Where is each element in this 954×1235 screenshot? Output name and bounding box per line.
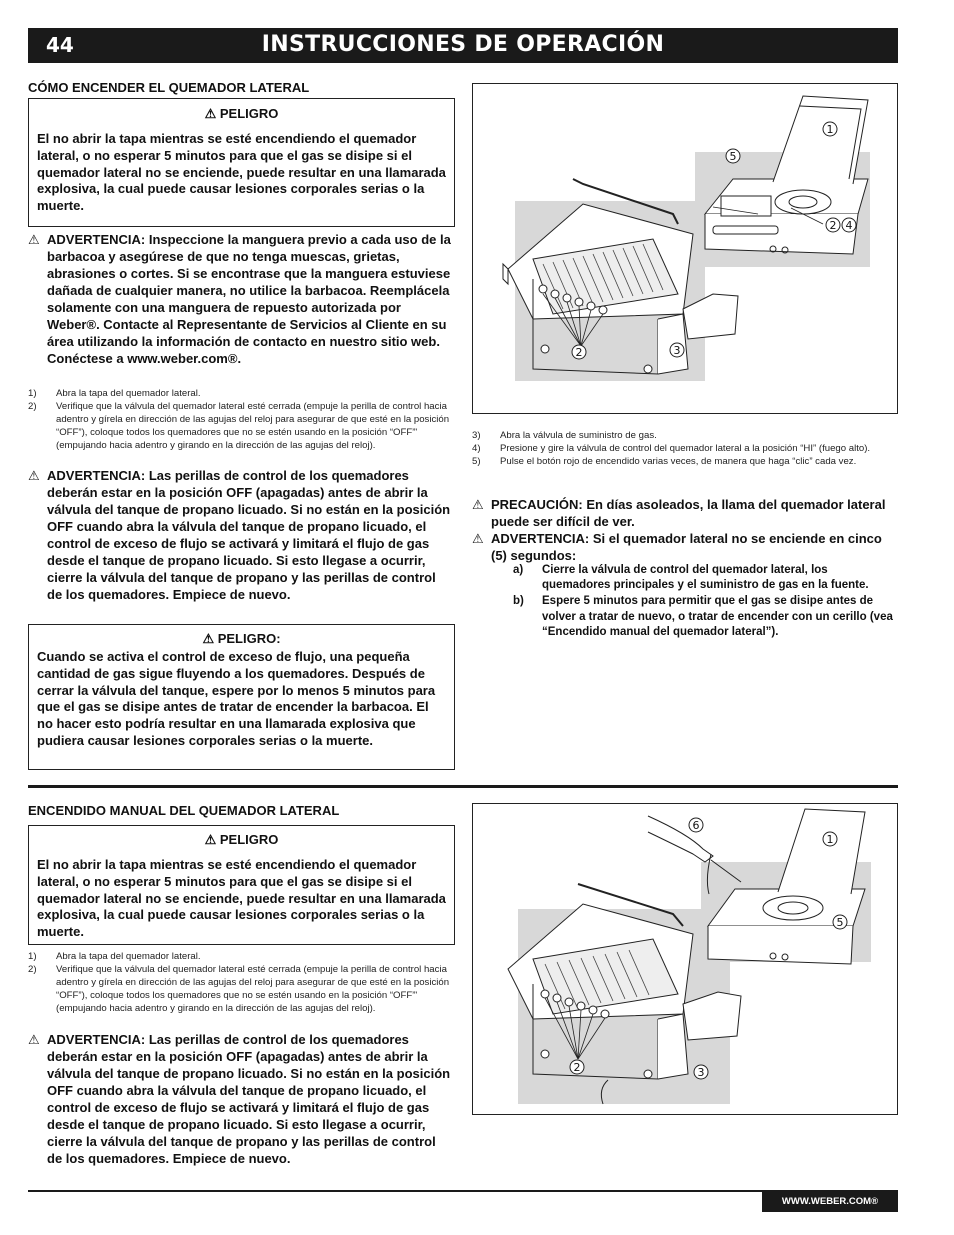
callout-2: 2 — [829, 219, 837, 232]
page-number: 44 — [46, 33, 74, 57]
warning-icon: ⚠ — [472, 531, 484, 546]
warning-icon: ⚠ — [204, 106, 217, 121]
caution-sunny-days: ⚠ PRECAUCIÓN: En días asoleados, la llama del quemador lateral puede ser difícil de ver. — [472, 497, 886, 529]
list-item: 5) Pulse el botón rojo de encendido varias veces, de manera que haga “clic” cada vez. — [472, 455, 857, 467]
danger-text: El no abrir la tapa mientras se esté encendiendo el quemador lateral, o no esperar 5 minutos para que el gas se disipe si el quemador lateral no se enciende, puede resultar en una llamarada explosiva, la cual puede causar lesiones corporales serias o la muerte. — [37, 857, 446, 940]
warning-icon: ⚠ — [28, 468, 40, 483]
list-item: 2) Verifique que la válvula del quemador lateral esté cerrada (empuje la perilla de control hacia adentro y gírela en dirección de las agujas del reloj para asegurar de que esté en la posición “OFF”), coloque todos los quemadores que no se estén usando en la posición “OFF”' (empujando hacia adentro y girando en la dirección de las agujas del reloj). — [28, 400, 450, 451]
figure-side-burner-lighting — [472, 83, 898, 414]
callout-3: 3 — [697, 1066, 705, 1079]
danger-heading: ⚠ PELIGRO: — [202, 631, 281, 646]
callout-2: 2 — [573, 1061, 581, 1074]
callout-6: 6 — [692, 819, 700, 832]
grill-illustration — [473, 84, 898, 414]
list-item: 2) Verifique que la válvula del quemador lateral esté cerrada (empuje la perilla de control hacia adentro y gírela en dirección de las agujas del reloj para asegurar de que esté en la posición “OFF”), coloque todos los quemadores que no se estén usando en la posición “OFF”' (empujando hacia adentro y girando en la dirección de las agujas del reloj). — [28, 963, 450, 1014]
warning-knobs-off: ⚠ ADVERTENCIA: Las perillas de control de los quemadores deberán estar en la posición OFF (apagadas) antes de abrir la válvula del tanque de propano licuado. Si no están en la posición OFF cuando abra la válvula del tanque de propano licuado, el control de exceso de flujo se activará y limitará el flujo de gas desde el tanque de propano licuado. Si esto llegase a ocurrir, cierre la válvula del tanque de propano y las perillas de control de los quemadores. Empiece de nuevo. — [28, 468, 451, 602]
danger-text: Cuando se activa el control de exceso de flujo, una pequeña cantidad de gas sigue fluyendo a los quemadores. Después de cerrar la válvula del tanque, espere por lo menos 5 minutos para que el gas se disipe antes de tratar de encender la barbacoa. El no hacer esto podría resultar en una llamarada explosiva que pudiera causar lesiones corporales serias o la muerte. — [37, 649, 436, 748]
figure-manual-lighting — [472, 803, 898, 1115]
page-header — [28, 28, 898, 63]
list-item: a) Cierre la válvula de control del quemador lateral, los quemadores principales y el suministro de gas en la fuente. — [513, 564, 869, 592]
callout-3: 3 — [673, 344, 681, 357]
list-item: 3) Abra la válvula de suministro de gas. — [472, 430, 657, 441]
list-item: 1) Abra la tapa del quemador lateral. — [28, 951, 201, 962]
callout-1: 1 — [826, 833, 834, 846]
steps-list-a — [28, 388, 456, 453]
callout-5: 5 — [836, 916, 844, 929]
list-item: 4) Presione y gire la válvula de control del quemador lateral a la posición “HI” (fuego alto). — [472, 442, 871, 454]
sub-steps-list — [513, 563, 898, 641]
warning-no-light: ⚠ ADVERTENCIA: Si el quemador lateral no se enciende en cinco (5) segundos: — [472, 531, 882, 563]
section-title-side-burner: CÓMO ENCENDER EL QUEMADOR LATERAL — [28, 80, 310, 95]
warning-icon: ⚠ — [28, 1032, 40, 1047]
danger-box-manual — [28, 825, 455, 945]
section-divider — [28, 785, 898, 788]
callout-5: 5 — [729, 150, 737, 163]
grill-match-illustration — [473, 804, 898, 1115]
danger-heading: ⚠ PELIGRO — [204, 832, 279, 847]
steps-list-b — [472, 430, 898, 469]
warning-icon: ⚠ — [28, 232, 40, 247]
warning-icon: ⚠ — [472, 497, 484, 512]
callout-4: 4 — [845, 219, 853, 232]
callout-2b: 2 — [575, 346, 583, 359]
warning-icon: ⚠ — [202, 631, 215, 646]
footer-url: WWW.WEBER.COM® — [762, 1192, 898, 1212]
danger-heading: ⚠ PELIGRO — [204, 106, 279, 121]
steps-list-manual — [28, 951, 456, 1016]
warning-hose: ⚠ ADVERTENCIA: Inspeccione la manguera previo a cada uso de la barbacoa y asegúrese de que no tenga muescas, grietas, abrasiones o cortes. Si se encontrase que la manguera estuviese dañada de cualquier manera, no utilice la barbacoa. Reemplácela solamente con una manguera de repuesto autorizada por Weber®. Contacte al Representante de Servicios al Cliente en su área utilizando la información de contacto en nuestro sitio web. Conéctese a www.weber.com®. — [28, 232, 451, 366]
danger-box — [28, 98, 455, 227]
list-item: b) Espere 5 minutos para permitir que el gas se disipe antes de volver a tratar de nuevo, o tratar de encender con un cerillo (vea “Encendido manual del quemador lateral”). — [513, 595, 893, 638]
danger-box-excess-flow — [28, 624, 455, 770]
warning-knobs-off-manual: ⚠ ADVERTENCIA: Las perillas de control de los quemadores deberán estar en la posición OFF (apagadas) antes de abrir la válvula del tanque de propano licuado. Si no están en la posición OFF cuando abra la válvula del tanque de propano licuado, el control de exceso de flujo se activará y limitará el flujo de gas desde el tanque de propano licuado. Si esto llegase a ocurrir, cierre la válvula del tanque de propano y las perillas de control de los quemadores. Empiece de nuevo. — [28, 1032, 451, 1166]
list-item: 1) Abra la tapa del quemador lateral. — [28, 388, 201, 399]
callout-1: 1 — [826, 123, 834, 136]
page-title: INSTRUCCIONES DE OPERACIÓN — [261, 32, 665, 57]
warning-icon: ⚠ — [204, 832, 217, 847]
section-title-manual-lighting: ENCENDIDO MANUAL DEL QUEMADOR LATERAL — [28, 803, 340, 818]
danger-text: El no abrir la tapa mientras se esté encendiendo el quemador lateral, o no esperar 5 minutos para que el gas se disipe si el quemador lateral no se enciende, puede resultar en una llamarada explosiva, la cual puede causar lesiones corporales serias o la muerte. — [37, 131, 446, 214]
